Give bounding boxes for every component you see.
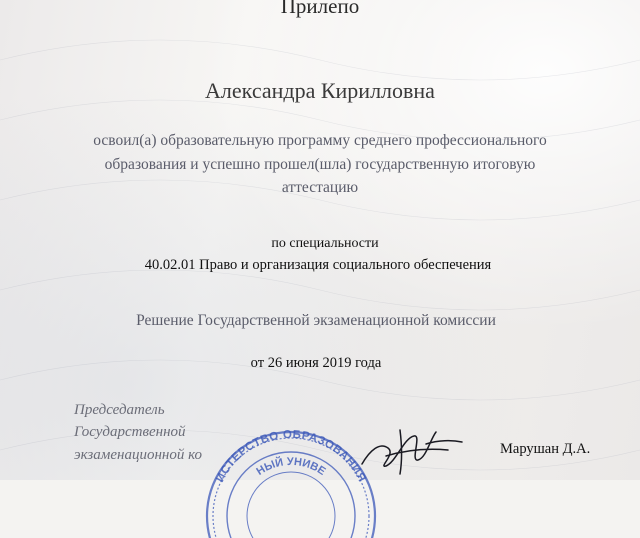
decision-date: от 26 июня 2019 года: [250, 355, 382, 371]
stamp-inner-text: НЫЙ УНИВЕ: [254, 455, 328, 478]
student-given-names: Александра Кирилловна: [205, 78, 435, 103]
description-line-3: аттестацию: [281, 179, 359, 196]
student-surname: Прилепо: [280, 0, 360, 18]
description-line-1: освоил(а) образовательную программу среднего профессионального: [93, 132, 547, 149]
chair-title-line-1: Председатель: [74, 402, 165, 418]
chair-signature: [356, 420, 466, 476]
stamp-outer-text: ИСТЕРСТВО ОБРАЗОВАНИЯ: [214, 428, 368, 485]
chair-title-line-2: Государственной: [74, 424, 186, 440]
specialty-label: по специальности: [271, 236, 379, 251]
specialty-value: 40.02.01 Право и организация социального обеспечения: [144, 257, 492, 273]
commission-decision: Решение Государственной экзаменационной комиссии: [136, 312, 496, 329]
chair-title-line-3: экзаменационной ко: [74, 447, 203, 463]
svg-text:НЫЙ УНИВЕ: [254, 456, 327, 478]
chair-name: Марушан Д.А.: [500, 441, 591, 457]
description-line-2: образования и успешно прошел(шла) государственную итоговую: [104, 156, 536, 173]
